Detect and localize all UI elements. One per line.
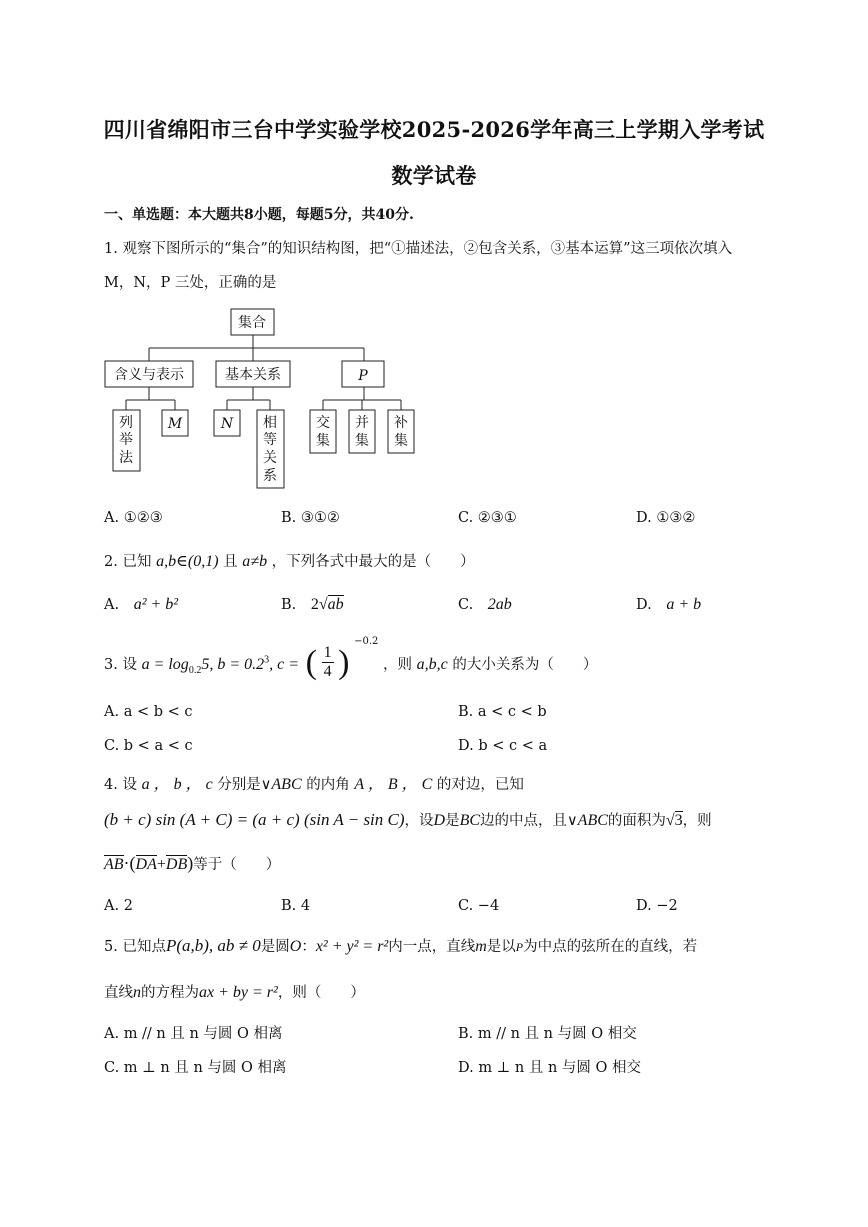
q2-option-b: [281, 596, 344, 614]
q3-expr-a: [141, 654, 300, 677]
q5-l1-j: P: [515, 940, 524, 954]
q5-option-d: D. m ⊥ n 且 n 与圆 O 相交: [458, 1060, 642, 1076]
q5-option-c: C. m ⊥ n 且 n 与圆 O 相离: [104, 1060, 287, 1076]
q5-l1-i: 是以: [486, 939, 516, 955]
q3-fraction-num: 1: [323, 644, 332, 661]
q3-fraction: [322, 644, 334, 681]
q4-l1-c: 分别是∨: [217, 777, 272, 793]
q3-exp-b: 3: [264, 654, 270, 666]
section-heading: 一、单选题：本大题共8小题，每题5分，共40分.: [104, 207, 414, 223]
sqrt-icon: √: [665, 812, 675, 829]
q5-l1-h: m: [475, 938, 487, 955]
q4-l2-g: ABC: [577, 812, 608, 829]
title-line-2: 数学试卷: [391, 163, 477, 188]
q5-l2-c: 的方程为: [141, 985, 199, 1001]
diagram-leaf-1-char-2: 举: [119, 432, 133, 448]
diagram-leaf-m: M: [167, 416, 183, 432]
q1-stem-line-1: 1. 观察下图所示的“集合”的知识结构图，把“①描述法，②包含关系，③基本运算”这三项依次填入: [104, 241, 733, 257]
q4-vector-da: DA: [135, 856, 157, 873]
q1-option-d: D. ①③②: [636, 510, 696, 526]
q5-l2-d: ax + by = r²: [199, 984, 278, 1001]
diagram-leaf-4-char-1: 相: [263, 415, 277, 431]
q4-option-c: C. −4: [458, 898, 500, 914]
q5-l2-a: 直线: [104, 985, 133, 1001]
diagram-leaf-4-char-3: 关: [263, 450, 277, 466]
diagram-leaf-n: N: [220, 416, 234, 432]
q5-l2-b: n: [133, 984, 141, 1001]
q4-l2-b: ，设: [404, 813, 434, 829]
q4-l3-tail: 等于（ ）: [193, 857, 281, 873]
q3-expr-c-text: , c =: [269, 656, 300, 673]
diagram-branch-2: 基本关系: [225, 367, 281, 383]
q4-l1-d: ABC: [271, 776, 302, 793]
q5-l1-a: 5. 已知点: [104, 939, 166, 955]
q4-vector-ab: AB: [104, 856, 124, 873]
q4-option-a: A. 2: [104, 898, 133, 914]
q5-option-b: B. m // n 且 n 与圆 O 相交: [458, 1026, 637, 1042]
q1-stem-line-2: M，N，P 三处，正确的是: [104, 275, 277, 291]
q2-option-c: [458, 596, 512, 614]
q3-fraction-den: 4: [323, 663, 332, 680]
q4-l2-e: BC: [459, 812, 481, 829]
q5-l1-c: 是圆: [260, 939, 290, 955]
diagram-leaf-5-char-2: 集: [316, 433, 330, 449]
q2-option-b-label: B.: [281, 597, 297, 613]
q2-and: 且: [223, 554, 238, 570]
sqrt-icon: √: [318, 596, 328, 613]
q2-option-c-label: C.: [458, 597, 474, 613]
diagram-leaf-6-char-2: 集: [355, 433, 369, 449]
diagram-leaf-1-char-1: 列: [119, 415, 133, 431]
q2-option-d-label: D.: [636, 597, 652, 613]
q2-option-a: [104, 596, 178, 614]
q4-l1-g: 的对边，已知: [436, 777, 524, 793]
q3-number: 3. 设: [104, 657, 137, 673]
q4-l1-e: 的内角: [306, 777, 350, 793]
q3-option-d: D. b < c < a: [458, 738, 548, 754]
q2-option-c-expr: 2ab: [487, 596, 512, 613]
q4-l2-equation: (b + c) sin (A + C) = (a + c) (sin A − sin C): [104, 810, 405, 829]
q3-stem: [104, 636, 598, 690]
q1-option-a: A. ①②③: [104, 510, 163, 526]
q1-option-c: C. ②③①: [458, 510, 517, 526]
q4-l2-c: D: [433, 812, 446, 829]
diagram-leaf-1-char-3: 法: [119, 450, 133, 466]
diagram-leaf-4-char-4: 系: [263, 468, 277, 484]
q3-option-c: C. b < a < c: [104, 738, 193, 754]
diagram-root-label: 集合: [238, 315, 266, 331]
q4-line-3: [104, 853, 280, 874]
q4-l1-b: a ， b ， c: [141, 776, 213, 793]
q4-option-b: B. 4: [281, 898, 311, 914]
q2-option-b-radicand: ab: [327, 596, 344, 613]
q4-option-d: D. −2: [636, 898, 678, 914]
q5-line-1: [104, 935, 697, 956]
q4-line-1: [104, 771, 524, 794]
q3-option-b: B. a < c < b: [458, 704, 547, 720]
q5-line-2: [104, 981, 365, 1002]
q4-l3-plus: +: [156, 856, 166, 873]
q5-option-a: A. m // n 且 n 与圆 O 相离: [104, 1026, 283, 1042]
q2-option-b-coef: 2: [310, 596, 319, 613]
q5-l1-b: P(a,b), ab ≠ 0: [165, 936, 261, 955]
q3-tail: ，则: [383, 657, 413, 673]
q2-condition: a,b∈(0,1): [156, 553, 219, 570]
q3-option-a: A. a < b < c: [104, 704, 193, 720]
q2-neq: a≠b: [242, 553, 268, 570]
diagram-leaf-7-char-2: 集: [394, 433, 408, 449]
q2-tail: ，下列各式中最大的是（ ）: [271, 554, 475, 570]
diagram-leaf-6-char-1: 并: [355, 415, 369, 431]
q3-log-base: 0.2: [188, 665, 202, 677]
q5-l1-d: O: [289, 938, 302, 955]
q4-l2-radicand: 3: [674, 812, 683, 829]
q3-exp-c: −0.2: [354, 636, 379, 647]
diagram-leaf-5-char-1: 交: [316, 415, 330, 431]
q3-expr-a-text: a = log: [141, 656, 189, 673]
q4-l1-f: A ， B ， C: [354, 776, 433, 793]
q1-option-b: B. ③①②: [281, 510, 340, 526]
q5-l1-e: ：: [301, 939, 316, 955]
q1-knowledge-diagram: [0, 0, 868, 500]
title-line-1: 四川省绵阳市三台中学实验学校2025-2026学年高三上学期入学考试: [103, 117, 765, 142]
q2-option-d-expr: a + b: [666, 596, 702, 613]
q4-l3-close-paren: ): [187, 853, 194, 873]
q3-vars: a,b,c: [416, 656, 448, 673]
q2-option-a-expr: a² + b²: [133, 596, 179, 613]
q3-expr-b-text: 5, b = 0.2: [201, 656, 265, 673]
q2-stem: [104, 550, 475, 571]
q5-l1-g: 内一点，直线: [388, 939, 476, 955]
diagram-branch-1: 含义与表示: [114, 367, 184, 383]
q2-option-d: [636, 596, 701, 614]
q4-l2-f: 边的中点，且∨: [480, 813, 578, 829]
left-paren-icon: (: [305, 644, 317, 681]
q2-number: 2. 已知: [104, 554, 152, 570]
diagram-branch-p: P: [358, 368, 368, 384]
q4-l2-h: 的面积为: [607, 813, 666, 829]
q4-l3-dot-paren: ·(: [123, 853, 136, 873]
q4-l2-d: 是: [445, 813, 460, 829]
q2-option-a-label: A.: [104, 597, 120, 613]
q5-l2-e: ，则（ ）: [277, 985, 365, 1001]
q5-l1-f: x² + y² = r²: [315, 938, 389, 955]
q4-l2-j: ，则: [682, 813, 712, 829]
diagram-leaf-4-char-2: 等: [263, 432, 277, 448]
right-paren-icon: ): [338, 644, 350, 681]
q4-vector-db: DB: [165, 856, 188, 873]
q3-tail-2: 的大小关系为（ ）: [452, 657, 598, 673]
diagram-leaf-7-char-1: 补: [394, 415, 408, 431]
q5-l1-k: 为中点的弦所在的直线，若: [523, 939, 698, 955]
q4-l1-a: 4. 设: [104, 777, 137, 793]
q4-line-2: [104, 809, 712, 830]
